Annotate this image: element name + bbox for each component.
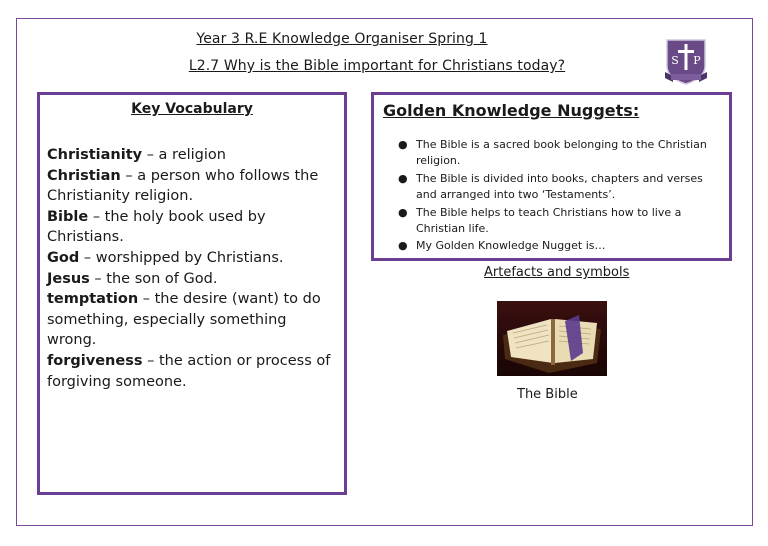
vocab-definition: – a person who follows the Christianity religion. xyxy=(47,167,319,205)
nugget-text: The Bible helps to teach Christians how to live a Christian life. xyxy=(416,205,682,236)
vocab-entry xyxy=(47,166,339,207)
vocab-entry xyxy=(47,145,339,166)
vocab-definition: – the action or process of forgiving someone. xyxy=(47,352,331,390)
vocab-term: forgiveness xyxy=(47,352,143,369)
bible-caption: The Bible xyxy=(517,387,578,402)
artefacts-heading: Artefacts and symbols xyxy=(484,265,630,280)
lesson-question: L2.7 Why is the Bible important for Christians today? xyxy=(188,58,566,74)
vocab-definition: – the desire (want) to do something, especially something wrong. xyxy=(47,291,321,349)
nugget-item xyxy=(396,137,726,170)
vocab-term: Christianity xyxy=(47,147,143,163)
svg-text:S: S xyxy=(671,54,679,67)
vocab-definition: – the son of God. xyxy=(89,270,218,287)
nugget-text: The Bible is divided into books, chapters and verses and arranged into two ‘Testaments’. xyxy=(416,171,703,202)
vocab-definition: – worshipped by Christians. xyxy=(79,249,284,266)
school-crest-icon xyxy=(663,36,709,86)
page-title: Year 3 R.E Knowledge Organiser Spring 1 xyxy=(196,31,488,47)
vocab-entry xyxy=(47,289,339,351)
vocab-entry xyxy=(47,351,339,392)
vocab-term: God xyxy=(47,249,80,266)
nugget-text: The Bible is a sacred book belonging to the Christian religion. xyxy=(416,138,707,168)
bullet-icon: ● xyxy=(398,171,408,185)
vocabulary-heading: Key Vocabulary xyxy=(131,101,253,117)
vocab-term: Bible xyxy=(47,208,89,225)
bible-image xyxy=(497,301,607,376)
vocab-entry xyxy=(47,207,339,248)
bullet-icon: ● xyxy=(398,138,408,151)
vocab-definition: – a religion xyxy=(142,147,226,163)
vocabulary-list xyxy=(47,145,339,392)
nuggets-heading: Golden Knowledge Nuggets: xyxy=(383,101,640,120)
vocab-definition: – the holy book used by Christians. xyxy=(47,208,266,246)
nuggets-list xyxy=(396,137,726,256)
nugget-item xyxy=(396,205,726,238)
vocab-term: Jesus xyxy=(47,270,90,287)
vocab-entry xyxy=(47,269,339,290)
vocab-entry xyxy=(47,248,339,269)
bullet-icon: ● xyxy=(398,239,408,253)
svg-text:P: P xyxy=(693,54,701,67)
nugget-item xyxy=(396,238,726,254)
nugget-item xyxy=(396,171,726,204)
vocab-term: Christian xyxy=(47,167,121,184)
nugget-text: My Golden Knowledge Nugget is… xyxy=(416,239,606,253)
golden-knowledge-nuggets-panel xyxy=(371,92,732,261)
bullet-icon: ● xyxy=(398,205,408,219)
key-vocabulary-panel xyxy=(37,92,347,495)
vocab-term: temptation xyxy=(47,291,139,308)
